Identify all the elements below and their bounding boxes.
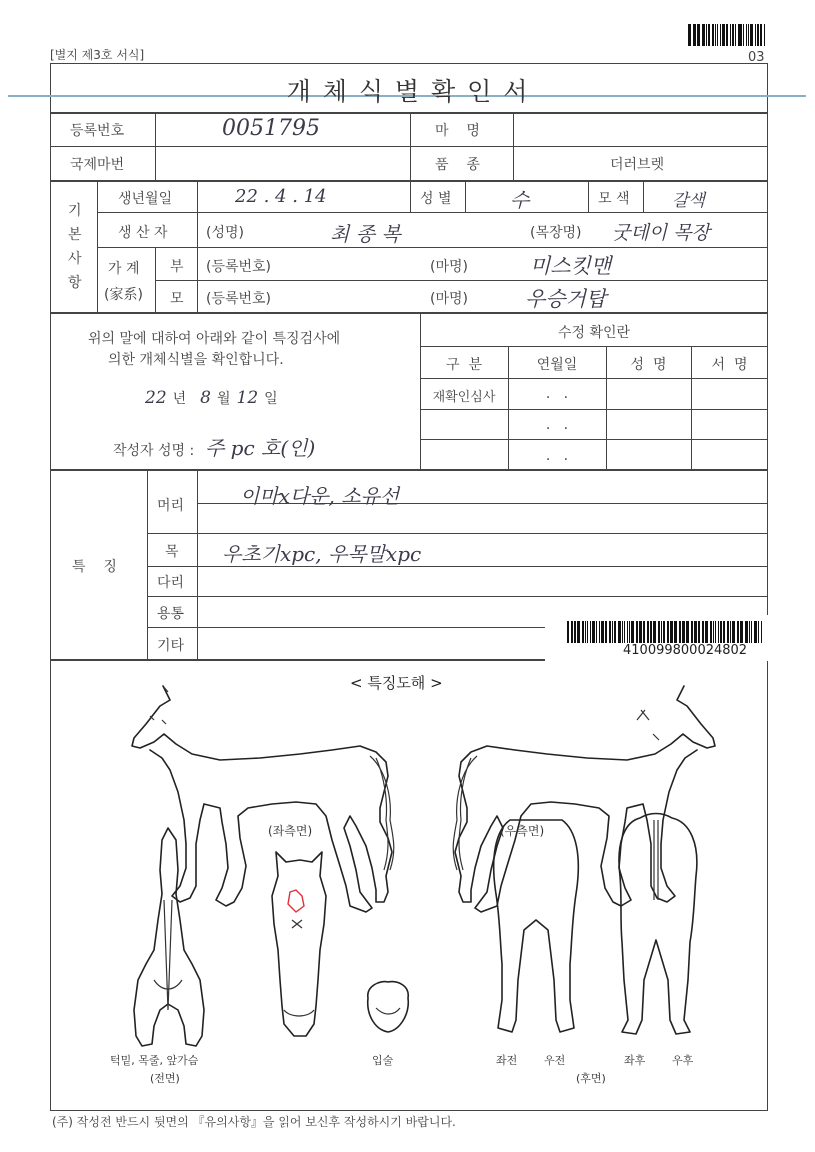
barcode-bar: [698, 621, 700, 643]
sticker-barcode: [567, 621, 763, 643]
barcode-bar: [658, 621, 661, 643]
revision-row-3-date: . .: [545, 448, 569, 464]
front-caption: 턱밑, 목줄, 앞가슴: [110, 1054, 199, 1067]
breed-label: 품 종: [435, 157, 480, 173]
barcode-bar: [643, 621, 645, 643]
barcode-bar: [746, 24, 747, 46]
barcode-bar: [650, 621, 652, 643]
basic-section-label-3: 사: [68, 251, 82, 267]
farm-label: (목장명): [530, 225, 582, 241]
barcode-bar: [720, 621, 722, 643]
barcode-bar: [601, 621, 604, 643]
barcode-bar: [627, 621, 628, 643]
barcode-bar: [730, 621, 731, 643]
neck-label: 목: [165, 544, 179, 560]
barcode-bar: [682, 621, 685, 643]
sex-value: 수: [510, 188, 530, 212]
revision-title: 수정 확인란: [557, 325, 631, 341]
barcode-bar: [585, 621, 587, 643]
right-side-horse: [453, 686, 715, 912]
barcode-bar: [697, 24, 698, 46]
barcode-bar: [587, 621, 588, 643]
barcode-bar: [730, 24, 731, 46]
sex-label: 성 별: [420, 191, 452, 207]
breed-value: 더러브렛: [610, 157, 665, 173]
horse-name-label: 마 명: [435, 123, 480, 139]
sire-reg-label: (등록번호): [206, 259, 272, 275]
barcode-bar: [639, 621, 642, 643]
dam-reg-label: (등록번호): [206, 291, 272, 307]
barcode-bar: [717, 24, 718, 46]
barcode-bar: [713, 621, 714, 643]
barcode-bar: [653, 621, 656, 643]
right-side-label: (우측면): [500, 824, 545, 838]
rear-view: [619, 814, 697, 1035]
barcode-bar: [618, 621, 621, 643]
barcode-bar: [702, 621, 703, 643]
barcode-bar: [723, 621, 725, 643]
barcode-bar: [708, 24, 710, 46]
barcode-bar: [755, 24, 756, 46]
revision-col-category: 구 분: [446, 357, 482, 373]
barcode-bar: [757, 24, 760, 46]
horse-diagrams: [50, 680, 766, 1110]
rear-label-right-hind: 우후: [672, 1054, 694, 1067]
barcode-bar: [622, 621, 624, 643]
barcode-bar: [661, 621, 662, 643]
rear-label: (후면): [576, 1072, 606, 1085]
barcode-bar: [599, 621, 600, 643]
barcode-bar: [577, 621, 580, 643]
barcode-bar: [739, 24, 742, 46]
lips-label: 입술: [372, 1054, 394, 1067]
barcode-bar: [750, 24, 753, 46]
barcode-bar: [712, 24, 714, 46]
barcode-bar: [720, 24, 721, 46]
date-day: 12: [236, 388, 259, 408]
head-value: 이마x다운, 소유선: [240, 484, 400, 508]
barcode-bar: [726, 24, 728, 46]
front-label: (전면): [150, 1072, 180, 1085]
left-side-label: (좌측면): [268, 824, 313, 838]
barcode-bar: [592, 621, 595, 643]
barcode-bar: [663, 621, 665, 643]
date-month: 8: [200, 388, 211, 408]
barcode-bar: [631, 621, 634, 643]
pedigree-label-hanja: (家系): [104, 287, 143, 303]
barcode-bar: [702, 24, 705, 46]
barcode-bar: [758, 621, 759, 643]
basic-section-label-2: 본: [68, 227, 82, 243]
date-day-label: 일: [264, 391, 278, 407]
barcode-bar: [629, 621, 630, 643]
barcode-bar: [574, 621, 576, 643]
revision-col-name: 성 명: [630, 357, 667, 373]
barcode-bar: [727, 621, 730, 643]
farm-value: 굿데이 목장: [612, 222, 710, 244]
head-label: 머리: [157, 498, 185, 514]
barcode-bar: [647, 621, 650, 643]
barcode-bar: [740, 621, 741, 643]
form-number: [별지 제3호 서식]: [50, 48, 145, 62]
color-value: 갈색: [672, 191, 705, 211]
star-marking: [288, 890, 304, 912]
reg-no-label: 등록번호: [70, 123, 125, 139]
author-label: 작성자 성명 :: [113, 443, 195, 459]
intl-no-label: 국제마번: [70, 157, 125, 173]
birth-label: 생년월일: [118, 191, 173, 207]
lips-view: [368, 982, 409, 1032]
barcode-bar: [705, 621, 708, 643]
sticker-barcode-number: 410099800024802: [623, 643, 748, 658]
footer-note: (주) 작성전 반드시 뒷면의 『유의사항』을 읽어 보신후 작성하시기 바랍니다.: [52, 1115, 456, 1129]
whorls-label: 용통: [157, 606, 185, 622]
dam-name-value: 우승거탑: [525, 287, 607, 311]
author-value: 주 pc 호(인): [205, 436, 316, 460]
producer-name-value: 최 종 복: [330, 222, 401, 246]
dam-name-label: (마명): [430, 291, 468, 307]
barcode-bar: [732, 621, 735, 643]
front-legs-view: [494, 820, 579, 1032]
barcode-bar: [567, 621, 569, 643]
barcode-bar: [703, 621, 704, 643]
date-month-label: 월: [217, 391, 231, 407]
pedigree-label: 가 계: [108, 261, 140, 277]
rear-label-right-fore: 우전: [544, 1054, 566, 1067]
sire-name-label: (마명): [430, 259, 468, 275]
barcode-bar: [745, 621, 748, 643]
top-barcode: [688, 24, 766, 46]
date-year-label: 년: [172, 391, 187, 407]
barcode-bar: [605, 621, 607, 643]
barcode-bar: [590, 621, 591, 643]
sire-label: 부: [170, 259, 184, 275]
diagram-title: < 특징도해 >: [350, 674, 443, 692]
barcode-bar: [722, 24, 725, 46]
neck-value: 우초기xpc, 우목말xpc: [222, 542, 422, 566]
barcode-bar: [715, 621, 717, 643]
barcode-bar: [624, 621, 625, 643]
barcode-bar: [694, 621, 697, 643]
barcode-bar: [741, 621, 743, 643]
page-title: 개 체 식 별 확 인 서: [286, 77, 530, 106]
barcode-bar: [612, 621, 613, 643]
barcode-bar: [693, 24, 696, 46]
dam-label: 모: [170, 291, 184, 307]
features-section-label: 특 징: [72, 559, 117, 575]
revision-col-date: 연월일: [536, 357, 578, 373]
confirm-date: [145, 388, 278, 408]
barcode-bar: [688, 24, 691, 46]
front-head-view: [272, 852, 326, 1036]
revision-row-2-date: . .: [545, 417, 569, 433]
barcode-bar: [710, 621, 712, 643]
barcode-bar: [760, 24, 762, 46]
basic-section-label-4: 항: [68, 275, 82, 291]
color-label: 모 색: [598, 191, 630, 207]
barcode-bar: [636, 621, 639, 643]
rear-label-left-fore: 좌전: [496, 1054, 518, 1067]
producer-name-label: (성명): [206, 225, 244, 241]
barcode-bar: [667, 621, 670, 643]
barcode-bar: [737, 621, 739, 643]
page-code: 03: [748, 50, 765, 65]
barcode-bar: [679, 621, 682, 643]
barcode-bar: [751, 621, 752, 643]
barcode-bar: [748, 24, 749, 46]
barcode-bar: [596, 621, 598, 643]
reg-no-value: 0051795: [222, 116, 320, 141]
barcode-bar: [735, 24, 736, 46]
revision-col-sign: 서 명: [711, 357, 748, 373]
barcode-bar: [582, 621, 584, 643]
barcode-bar: [761, 621, 762, 643]
barcode-bar: [754, 621, 755, 643]
barcode-bar: [764, 24, 765, 46]
sire-name-value: 미스킷맨: [530, 254, 612, 278]
barcode-bar: [706, 24, 707, 46]
barcode-bar: [715, 24, 717, 46]
other-label: 기타: [157, 638, 185, 654]
birth-value: 22 . 4 . 14: [235, 186, 327, 207]
revision-row-1-date: . .: [545, 386, 569, 402]
barcode-bar: [674, 621, 677, 643]
barcode-bar: [571, 621, 574, 643]
barcode-bar: [691, 621, 694, 643]
basic-section-label-1: 기: [68, 203, 82, 219]
date-year: 22: [145, 388, 167, 408]
revision-row-1-category: 재확인심사: [432, 390, 496, 405]
producer-label: 생 산 자: [118, 225, 168, 241]
barcode-bar: [686, 621, 689, 643]
barcode-bar: [609, 621, 612, 643]
barcode-bar: [732, 24, 734, 46]
barcode-bar: [755, 621, 757, 643]
confirm-statement-2: 의한 개체식별을 확인합니다.: [108, 352, 284, 368]
barcode-bar: [670, 621, 673, 643]
left-side-horse: [132, 686, 394, 912]
barcode-bar: [743, 24, 744, 46]
front-chest-view: [134, 828, 204, 1046]
barcode-bar: [749, 621, 750, 643]
barcode-sticker: [545, 615, 770, 661]
barcode-bar: [614, 621, 616, 643]
barcode-bar: [718, 621, 719, 643]
confirm-statement-1: 위의 말에 대하여 아래와 같이 특징검사에: [88, 331, 341, 347]
legs-label: 다리: [157, 575, 185, 591]
barcode-bar: [738, 24, 739, 46]
barcode-bar: [698, 24, 700, 46]
rear-label-left-hind: 좌후: [624, 1054, 646, 1067]
